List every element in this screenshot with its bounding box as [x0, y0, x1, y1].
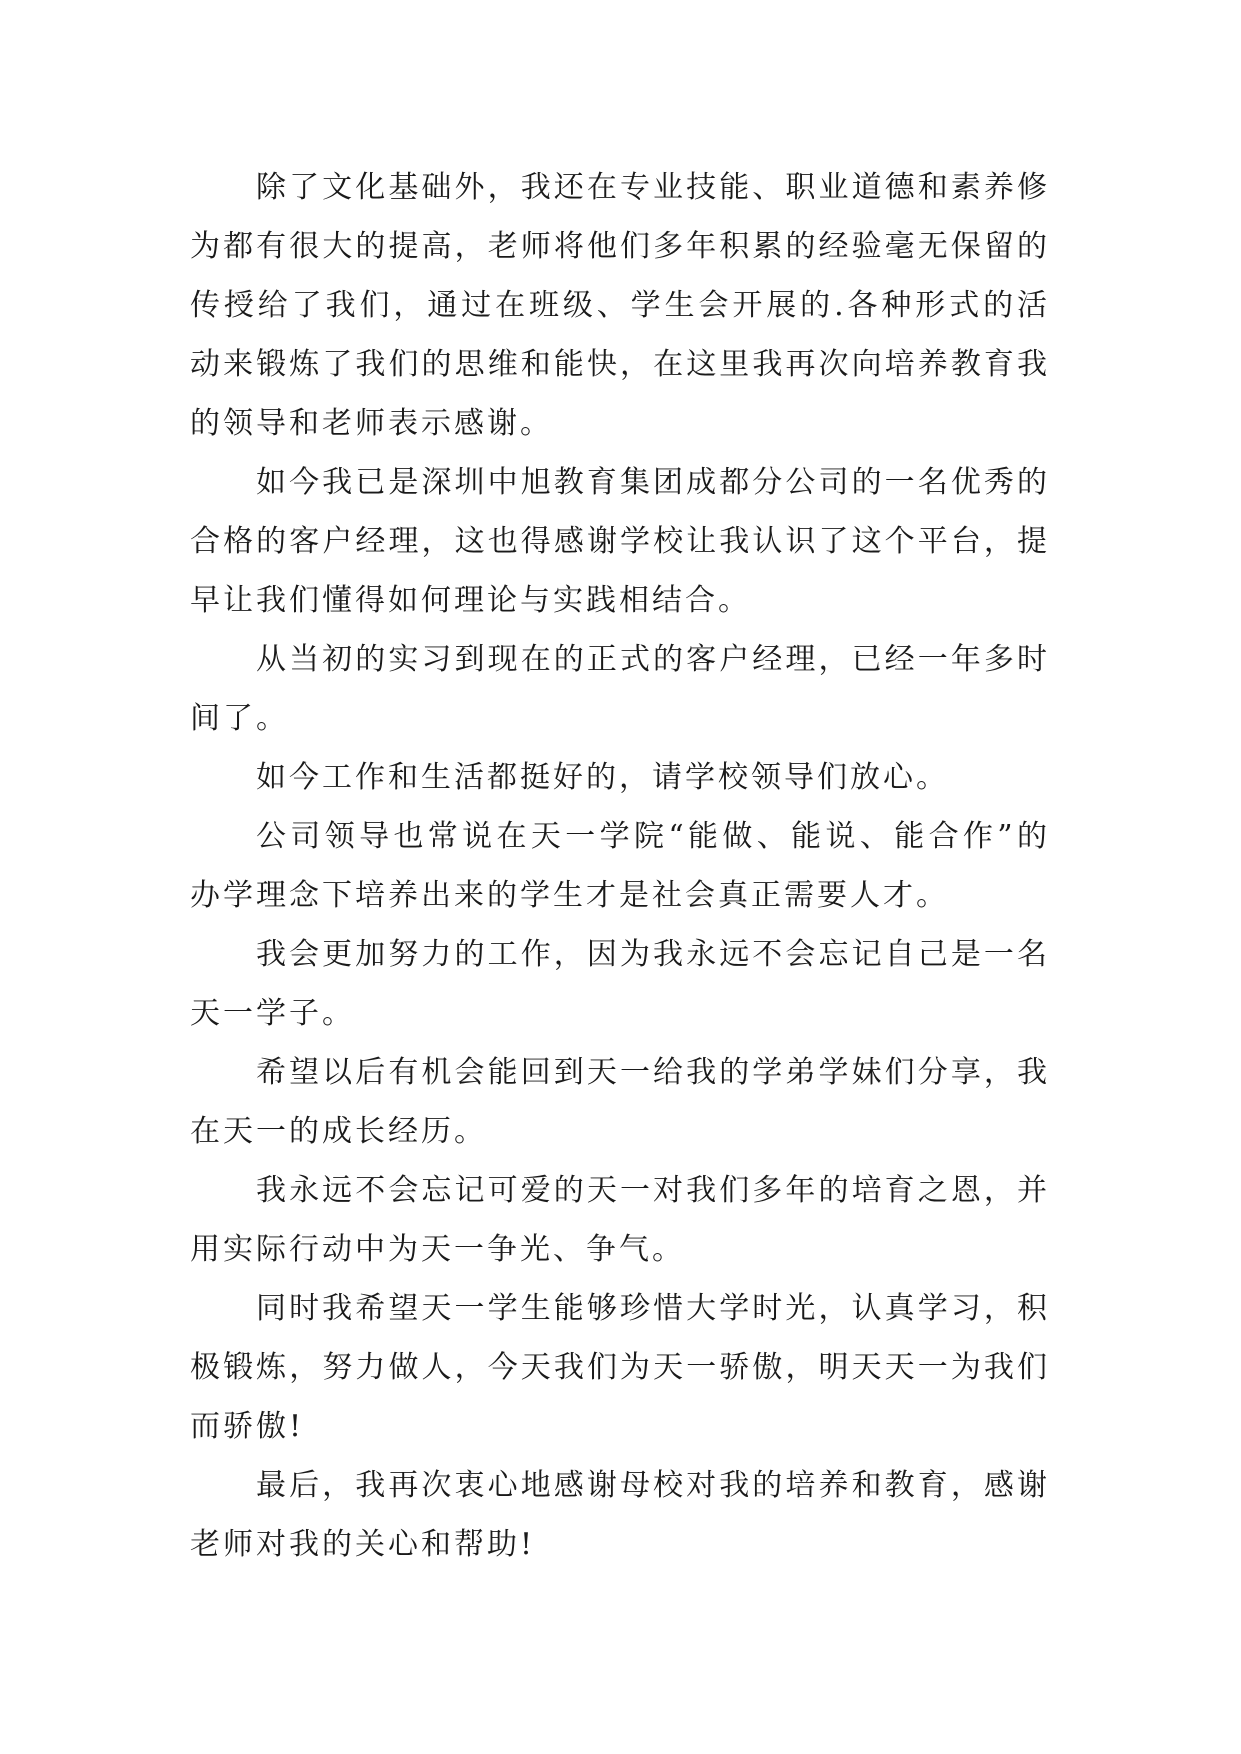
paragraph: 如今工作和生活都挺好的，请学校领导们放心。: [256, 760, 949, 795]
paragraph: 我会更加努力的工作，因为我永远不会忘记自己是一名天一学子。: [190, 937, 1050, 1031]
paragraph: 从当初的实习到现在的正式的客户经理，已经一年多时间了。: [190, 642, 1050, 736]
paragraph: 最后，我再次衷心地感谢母校对我的培养和教育，感谢老师对我的关心和帮助!: [190, 1468, 1050, 1562]
paragraph: 如今我已是深圳中旭教育集团成都分公司的一名优秀的合格的客户经理，这也得感谢学校让我认识了这个平台，提早让我们懂得如何理论与实践相结合。: [190, 465, 1050, 618]
paragraph: 同时我希望天一学生能够珍惜大学时光，认真学习，积极锻炼，努力做人，今天我们为天一骄傲，明天天一为我们而骄傲!: [190, 1291, 1050, 1444]
paragraph: 希望以后有机会能回到天一给我的学弟学妹们分享，我在天一的成长经历。: [190, 1055, 1050, 1149]
paragraph: 除了文化基础外，我还在专业技能、职业道德和素养修为都有很大的提高，老师将他们多年积累的经验毫无保留的传授给了我们，通过在班级、学生会开展的.各种形式的活动来锻炼了我们的思维和能快，在这里我再次向培养教育我的领导和老师表示感谢。: [190, 170, 1050, 441]
paragraph: 我永远不会忘记可爱的天一对我们多年的培育之恩，并用实际行动中为天一争光、争气。: [190, 1173, 1050, 1267]
paragraph: 公司领导也常说在天一学院“能做、能说、能合作”的办学理念下培养出来的学生才是社会真正需要人才。: [190, 819, 1050, 913]
document-body: [190, 158, 1050, 1574]
